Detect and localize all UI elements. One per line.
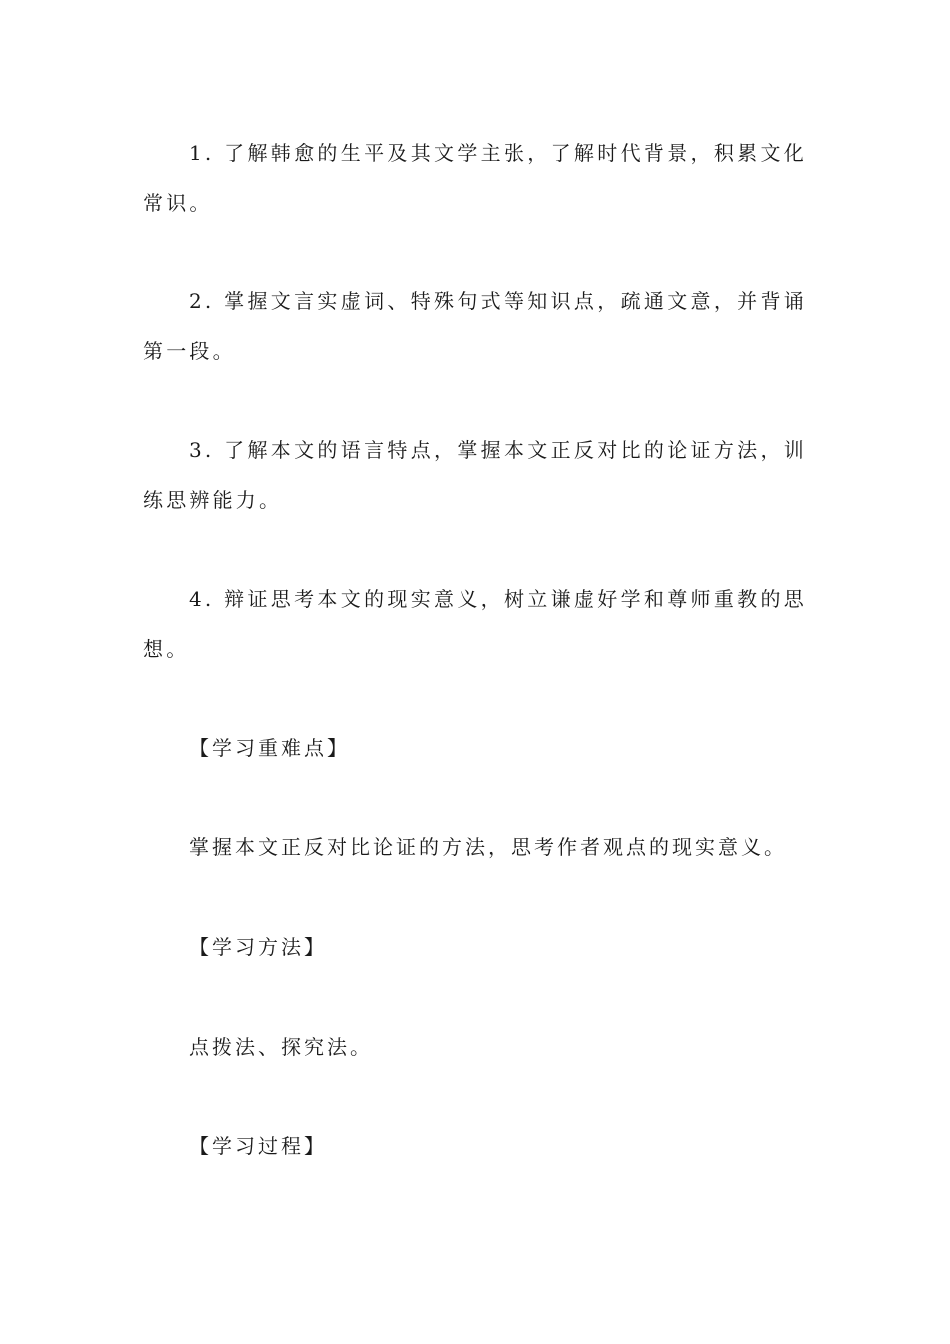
objective-3: 3. 了解本文的语言特点，掌握本文正反对比的论证方法，训练思辨能力。 [143,438,807,512]
objective-2: 2. 掌握文言实虚词、特殊句式等知识点，疏通文意，并背诵第一段。 [143,289,807,363]
key-points-text: 掌握本文正反对比论证的方法，思考作者观点的现实意义。 [189,835,787,859]
process-heading: 【学习过程】 [189,1134,327,1158]
methods-heading: 【学习方法】 [189,935,327,959]
methods-text: 点拨法、探究法。 [189,1035,373,1059]
objective-1: 1. 了解韩愈的生平及其文学主张，了解时代背景，积累文化常识。 [143,141,807,215]
key-points-heading: 【学习重难点】 [189,736,350,760]
objective-4: 4. 辩证思考本文的现实意义，树立谦虚好学和尊师重教的思想。 [143,587,807,661]
